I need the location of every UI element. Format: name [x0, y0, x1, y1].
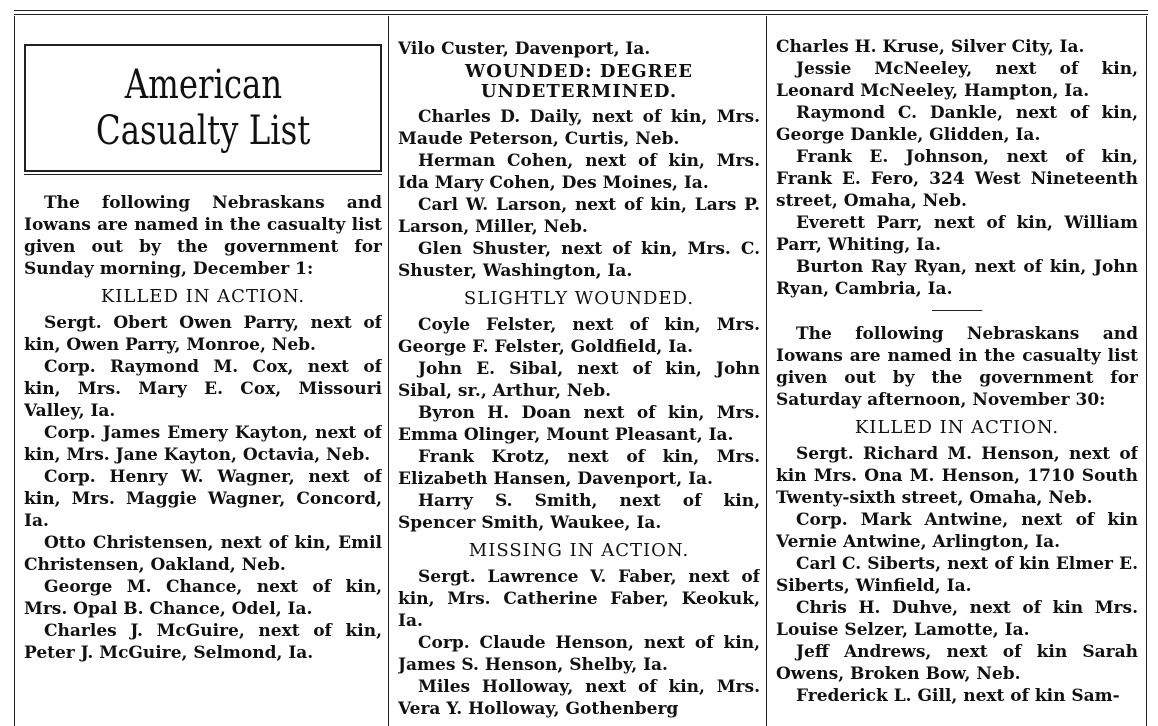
column-1	[24, 44, 382, 726]
casualty-entry: Chris H. Duhve, next of kin Mrs. Louise Selzer, Lamotte, Ia.	[776, 598, 1138, 640]
title-line-1: American	[124, 62, 282, 108]
casualty-entry: George M. Chance, next of kin, Mrs. Opal B. Chance, Odel, Ia.	[24, 577, 382, 619]
heading-killed-in-action: KILLED IN ACTION.	[100, 286, 306, 307]
casualty-entry: Miles Holloway, next of kin, Mrs. Vera Y. Holloway, Gothenberg	[398, 677, 760, 719]
casualty-entry: Coyle Felster, next of kin, Mrs. George F. Felster, Goldfield, Ia.	[398, 315, 760, 357]
casualty-entry: Sergt. Obert Owen Parry, next of kin, Owen Parry, Monroe, Neb.	[24, 313, 382, 355]
casualty-entry: Charles J. McGuire, next of kin, Peter J. McGuire, Selmond, Ia.	[24, 621, 382, 663]
casualty-entry: Frederick L. Gill, next of kin Sam-	[796, 686, 1120, 706]
casualty-entry: Jeff Andrews, next of kin Sarah Owens, Broken Bow, Neb.	[776, 642, 1138, 684]
heading-wounded-undetermined: WOUNDED: DEGREE UNDETERMINED.	[465, 61, 693, 102]
heading-missing-in-action: MISSING IN ACTION.	[468, 540, 690, 561]
casualty-entry: Corp. James Emery Kayton, next of kin, Mrs. Jane Kayton, Octavia, Neb.	[24, 423, 382, 465]
casualty-entry: Sergt. Richard M. Henson, next of kin Mrs. Ona M. Henson, 1710 South Twenty-sixth street, Omaha, Neb.	[776, 444, 1138, 508]
casualty-entry: Corp. Claude Henson, next of kin, James S. Henson, Shelby, Ia.	[398, 633, 760, 675]
casualty-entry: Jessie McNeeley, next of kin, Leonard McNeeley, Hampton, Ia.	[776, 59, 1138, 101]
casualty-entry: Corp. Henry W. Wagner, next of kin, Mrs. Maggie Wagner, Concord, Ia.	[24, 467, 382, 531]
casualty-entry: Harry S. Smith, next of kin, Spencer Smith, Waukee, Ia.	[398, 491, 760, 533]
casualty-entry: Carl W. Larson, next of kin, Lars P. Larson, Miller, Neb.	[398, 195, 760, 237]
column-rule-left	[14, 16, 15, 726]
column-rule-1	[388, 16, 389, 726]
casualty-entry: Byron H. Doan next of kin, Mrs. Emma Olinger, Mount Pleasant, Ia.	[398, 403, 760, 445]
casualty-entry: Sergt. Lawrence V. Faber, next of kin, Mrs. Catherine Faber, Keokuk, Ia.	[398, 567, 760, 631]
casualty-entry: Frank E. Johnson, next of kin, Frank E. Fero, 324 West Nineteenth street, Omaha, Neb.	[776, 147, 1138, 211]
casualty-entry: Corp. Raymond M. Cox, next of kin, Mrs. Mary E. Cox, Missouri Valley, Ia.	[24, 357, 382, 421]
casualty-entry: John E. Sibal, next of kin, John Sibal, sr., Arthur, Neb.	[398, 359, 760, 401]
casualty-entry: Charles D. Daily, next of kin, Mrs. Maude Peterson, Curtis, Neb.	[398, 107, 760, 149]
heading-slightly-wounded: SLIGHTLY WOUNDED.	[463, 288, 695, 309]
casualty-entry: Carl C. Siberts, next of kin Elmer E. Siberts, Winfield, Ia.	[776, 554, 1138, 596]
casualty-entry: Glen Shuster, next of kin, Mrs. C. Shuster, Washington, Ia.	[398, 239, 760, 281]
title-box	[24, 44, 382, 172]
intro-paragraph: The following Nebraskans and Iowans are named in the casualty list given out by the government for Sunday morning, December 1:	[24, 193, 382, 279]
intro-paragraph: The following Nebraskans and Iowans are named in the casualty list given out by the government for Saturday afternoon, November 30:	[776, 324, 1138, 410]
top-rule	[14, 10, 1148, 15]
casualty-entry: Corp. Mark Antwine, next of kin Vernie Antwine, Arlington, Ia.	[776, 510, 1138, 552]
casualty-entry: Burton Ray Ryan, next of kin, John Ryan, Cambria, Ia.	[776, 257, 1138, 299]
title-line-2: Casualty List	[95, 108, 311, 154]
casualty-entry: Raymond C. Dankle, next of kin, George Dankle, Glidden, Ia.	[776, 103, 1138, 145]
casualty-entry: Herman Cohen, next of kin, Mrs. Ida Mary Cohen, Des Moines, Ia.	[398, 151, 760, 193]
continued-entry: Vilo Custer, Davenport, Ia.	[398, 39, 651, 59]
column-3	[776, 36, 1138, 726]
column-2	[398, 38, 760, 726]
column-rule-right	[1146, 16, 1147, 726]
section-separator	[932, 310, 982, 311]
casualty-entry: Otto Christensen, next of kin, Emil Christensen, Oakland, Neb.	[24, 533, 382, 575]
column-rule-2	[766, 16, 767, 726]
casualty-entry: Frank Krotz, next of kin, Mrs. Elizabeth Hansen, Davenport, Ia.	[398, 447, 760, 489]
continued-entry: Charles H. Kruse, Silver City, Ia.	[776, 37, 1085, 57]
casualty-entry: Everett Parr, next of kin, William Parr, Whiting, Ia.	[776, 213, 1138, 255]
heading-killed-in-action: KILLED IN ACTION.	[854, 417, 1060, 438]
